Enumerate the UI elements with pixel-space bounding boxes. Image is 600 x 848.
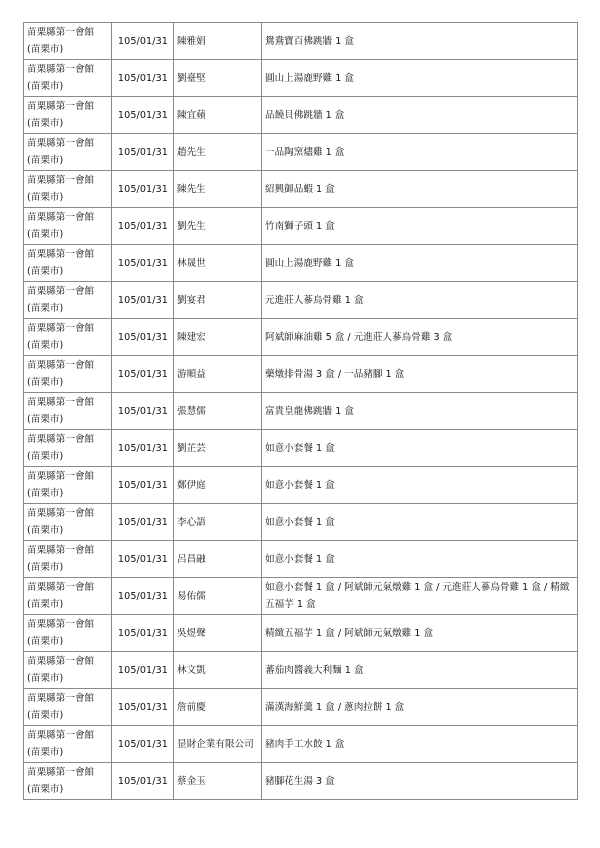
org-city: (苗栗市) <box>27 118 64 129</box>
donor-name-cell: 昰財企業有限公司 <box>174 726 262 763</box>
org-city: (苗栗市) <box>27 525 64 536</box>
date-cell: 105/01/31 <box>112 578 174 615</box>
items-cell: 豬肉手工水餃 1 盒 <box>262 726 578 763</box>
org-city: (苗栗市) <box>27 488 64 499</box>
date-cell: 105/01/31 <box>112 23 174 60</box>
date-cell: 105/01/31 <box>112 60 174 97</box>
date-cell: 105/01/31 <box>112 541 174 578</box>
items-cell: 蕃茄肉醬義大利麵 1 盒 <box>262 652 578 689</box>
items-cell: 如意小套餐 1 盒 <box>262 467 578 504</box>
table-row <box>24 578 578 615</box>
org-name: 苗栗縣第一會館 <box>27 656 95 667</box>
org-city: (苗栗市) <box>27 155 64 166</box>
donor-name-cell: 易佑儒 <box>174 578 262 615</box>
table-row <box>24 134 578 171</box>
org-cell <box>24 430 112 467</box>
items-cell: 元進莊人蔘烏骨雞 1 盒 <box>262 282 578 319</box>
donor-name-cell: 呂昌融 <box>174 541 262 578</box>
donor-name-cell: 張慧儒 <box>174 393 262 430</box>
table-row <box>24 171 578 208</box>
org-city: (苗栗市) <box>27 636 64 647</box>
date-cell: 105/01/31 <box>112 652 174 689</box>
org-cell <box>24 282 112 319</box>
donor-name-cell: 蔡金玉 <box>174 763 262 800</box>
org-cell <box>24 208 112 245</box>
date-cell: 105/01/31 <box>112 245 174 282</box>
items-cell: 圓山上湯鹿野雞 1 盒 <box>262 60 578 97</box>
date-cell: 105/01/31 <box>112 134 174 171</box>
org-name: 苗栗縣第一會館 <box>27 249 95 260</box>
items-cell: 圓山上湯鹿野雞 1 盒 <box>262 245 578 282</box>
donor-name-cell: 劉宴君 <box>174 282 262 319</box>
org-city: (苗栗市) <box>27 340 64 351</box>
org-name: 苗栗縣第一會館 <box>27 323 95 334</box>
org-name: 苗栗縣第一會館 <box>27 508 95 519</box>
org-city: (苗栗市) <box>27 414 64 425</box>
table-row <box>24 763 578 800</box>
org-cell <box>24 97 112 134</box>
org-cell <box>24 393 112 430</box>
org-name: 苗栗縣第一會館 <box>27 545 95 556</box>
org-cell <box>24 615 112 652</box>
org-name: 苗栗縣第一會館 <box>27 397 95 408</box>
org-cell <box>24 726 112 763</box>
date-cell: 105/01/31 <box>112 504 174 541</box>
org-name: 苗栗縣第一會館 <box>27 64 95 75</box>
items-cell: 如意小套餐 1 盒 <box>262 430 578 467</box>
table-row <box>24 541 578 578</box>
records-table-body <box>24 23 578 800</box>
table-row <box>24 393 578 430</box>
org-cell <box>24 763 112 800</box>
date-cell: 105/01/31 <box>112 689 174 726</box>
items-cell: 竹南獅子頭 1 盒 <box>262 208 578 245</box>
date-cell: 105/01/31 <box>112 467 174 504</box>
table-row <box>24 652 578 689</box>
donor-name-cell: 林文凱 <box>174 652 262 689</box>
table-row <box>24 356 578 393</box>
date-cell: 105/01/31 <box>112 430 174 467</box>
table-row <box>24 726 578 763</box>
org-city: (苗栗市) <box>27 784 64 795</box>
org-city: (苗栗市) <box>27 192 64 203</box>
org-name: 苗栗縣第一會館 <box>27 582 95 593</box>
table-row <box>24 60 578 97</box>
org-cell <box>24 689 112 726</box>
org-city: (苗栗市) <box>27 599 64 610</box>
org-city: (苗栗市) <box>27 81 64 92</box>
org-city: (苗栗市) <box>27 44 64 55</box>
table-row <box>24 504 578 541</box>
date-cell: 105/01/31 <box>112 393 174 430</box>
table-row <box>24 689 578 726</box>
table-row <box>24 467 578 504</box>
org-name: 苗栗縣第一會館 <box>27 693 95 704</box>
org-city: (苗栗市) <box>27 710 64 721</box>
donor-name-cell: 鄭伊庭 <box>174 467 262 504</box>
table-row <box>24 97 578 134</box>
date-cell: 105/01/31 <box>112 282 174 319</box>
org-city: (苗栗市) <box>27 747 64 758</box>
date-cell: 105/01/31 <box>112 171 174 208</box>
table-row <box>24 245 578 282</box>
org-name: 苗栗縣第一會館 <box>27 212 95 223</box>
donor-name-cell: 吳煜聲 <box>174 615 262 652</box>
donor-name-cell: 陳建宏 <box>174 319 262 356</box>
org-name: 苗栗縣第一會館 <box>27 286 95 297</box>
donor-name-cell: 劉臺堅 <box>174 60 262 97</box>
org-city: (苗栗市) <box>27 673 64 684</box>
org-city: (苗栗市) <box>27 303 64 314</box>
org-name: 苗栗縣第一會館 <box>27 434 95 445</box>
items-cell: 紹興御品蝦 1 盒 <box>262 171 578 208</box>
table-row <box>24 23 578 60</box>
date-cell: 105/01/31 <box>112 615 174 652</box>
org-cell <box>24 467 112 504</box>
donor-name-cell: 陳雅娟 <box>174 23 262 60</box>
items-cell: 藥燉排骨湯 3 盒 / 一品豬腳 1 盒 <box>262 356 578 393</box>
org-name: 苗栗縣第一會館 <box>27 27 95 38</box>
items-cell: 精緻五福芋 1 盒 / 阿斌師元氣燉雞 1 盒 <box>262 615 578 652</box>
org-cell <box>24 60 112 97</box>
table-row <box>24 282 578 319</box>
org-cell <box>24 319 112 356</box>
records-table <box>23 22 578 800</box>
items-cell: 如意小套餐 1 盒 / 阿斌師元氣燉雞 1 盒 / 元進莊人蔘烏骨雞 1 盒 / 精緻五福芋 1 盒 <box>262 578 578 615</box>
donor-name-cell: 劉芷芸 <box>174 430 262 467</box>
org-name: 苗栗縣第一會館 <box>27 767 95 778</box>
donor-name-cell: 陳宜蘋 <box>174 97 262 134</box>
org-cell <box>24 245 112 282</box>
org-name: 苗栗縣第一會館 <box>27 730 95 741</box>
org-cell <box>24 134 112 171</box>
org-city: (苗栗市) <box>27 229 64 240</box>
date-cell: 105/01/31 <box>112 208 174 245</box>
date-cell: 105/01/31 <box>112 726 174 763</box>
org-name: 苗栗縣第一會館 <box>27 619 95 630</box>
date-cell: 105/01/31 <box>112 97 174 134</box>
items-cell: 鴛鴦寶百佛跳牆 1 盒 <box>262 23 578 60</box>
donor-name-cell: 陳先生 <box>174 171 262 208</box>
table-row <box>24 615 578 652</box>
org-city: (苗栗市) <box>27 562 64 573</box>
items-cell: 品饒貝佛跳牆 1 盒 <box>262 97 578 134</box>
org-city: (苗栗市) <box>27 451 64 462</box>
org-cell <box>24 23 112 60</box>
org-city: (苗栗市) <box>27 266 64 277</box>
items-cell: 富貴皇龍佛跳牆 1 盒 <box>262 393 578 430</box>
org-cell <box>24 541 112 578</box>
org-name: 苗栗縣第一會館 <box>27 360 95 371</box>
items-cell: 如意小套餐 1 盒 <box>262 504 578 541</box>
org-name: 苗栗縣第一會館 <box>27 175 95 186</box>
donor-name-cell: 李心語 <box>174 504 262 541</box>
org-name: 苗栗縣第一會館 <box>27 101 95 112</box>
org-cell <box>24 652 112 689</box>
items-cell: 如意小套餐 1 盒 <box>262 541 578 578</box>
donor-name-cell: 劉先生 <box>174 208 262 245</box>
items-cell: 滿漢海鮮羹 1 盒 / 蔥肉拉餅 1 盒 <box>262 689 578 726</box>
table-row <box>24 430 578 467</box>
items-cell: 一品陶窯燼雞 1 盒 <box>262 134 578 171</box>
table-row <box>24 319 578 356</box>
date-cell: 105/01/31 <box>112 319 174 356</box>
date-cell: 105/01/31 <box>112 356 174 393</box>
items-cell: 豬腳花生湯 3 盒 <box>262 763 578 800</box>
org-cell <box>24 504 112 541</box>
org-cell <box>24 356 112 393</box>
org-city: (苗栗市) <box>27 377 64 388</box>
donor-name-cell: 游順益 <box>174 356 262 393</box>
org-cell <box>24 578 112 615</box>
items-cell: 阿斌師麻油雞 5 盒 / 元進莊人蔘烏骨雞 3 盒 <box>262 319 578 356</box>
donor-name-cell: 林晟世 <box>174 245 262 282</box>
org-name: 苗栗縣第一會館 <box>27 471 95 482</box>
org-cell <box>24 171 112 208</box>
date-cell: 105/01/31 <box>112 763 174 800</box>
org-name: 苗栗縣第一會館 <box>27 138 95 149</box>
table-row <box>24 208 578 245</box>
donor-name-cell: 趙先生 <box>174 134 262 171</box>
donor-name-cell: 詹前慶 <box>174 689 262 726</box>
